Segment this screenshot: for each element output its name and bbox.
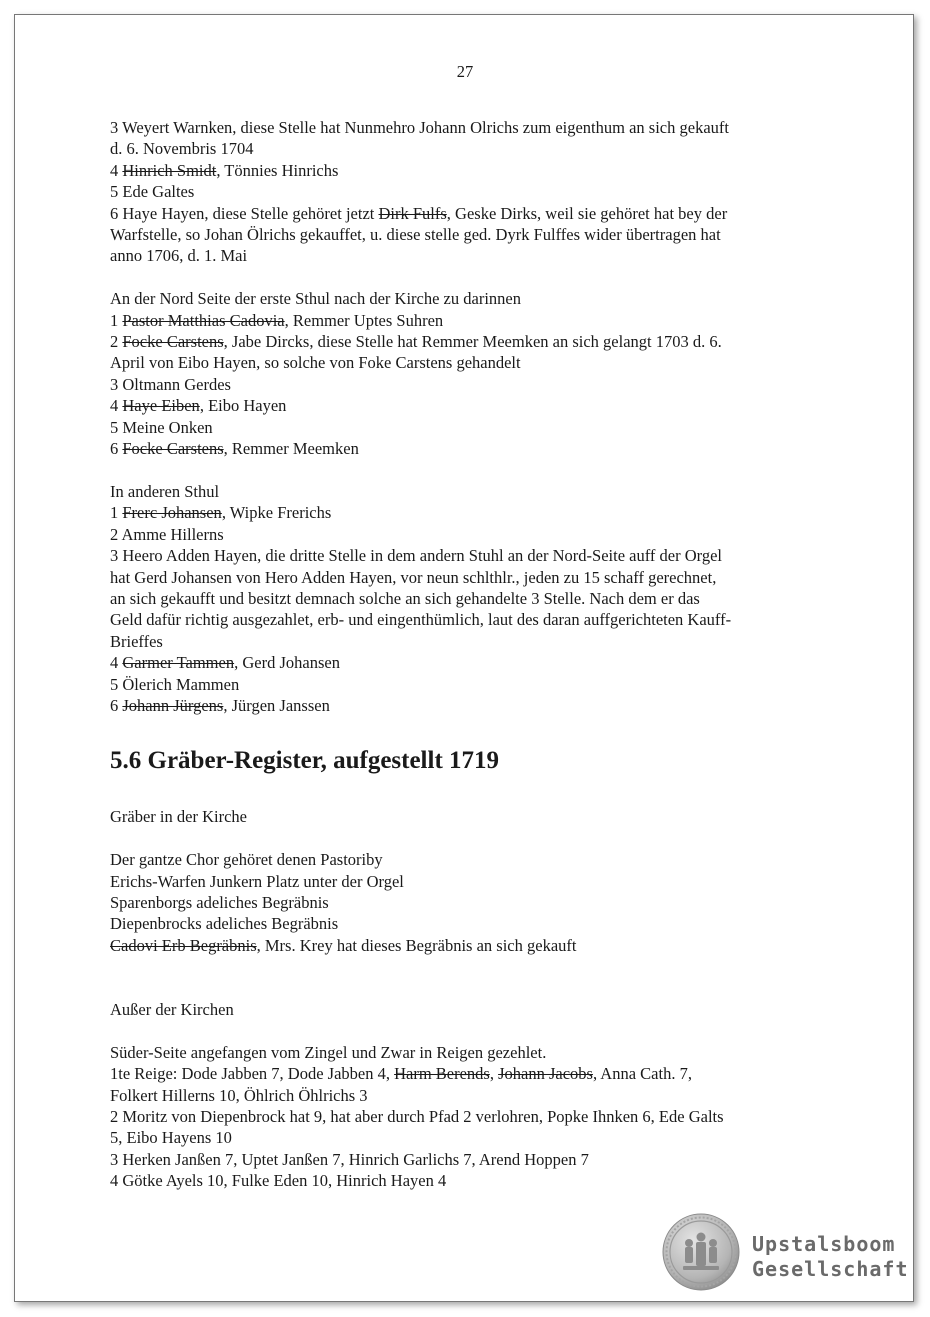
struck-name: Focke Carstens	[122, 439, 224, 459]
text-line	[110, 913, 816, 934]
text-span: 3 Heero Adden Hayen, die dritte Stelle in dem andern Stuhl an der Nord-Seite auff der Orgel	[110, 546, 722, 566]
pew-list-other-pew	[110, 481, 816, 716]
text-span: Brieffes	[110, 631, 163, 651]
text-line	[110, 1149, 816, 1170]
struck-name: Dirk Fulfs	[378, 203, 447, 223]
struck-name: Focke Carstens	[122, 332, 224, 352]
struck-name: Frerc Johansen	[122, 503, 222, 523]
text-span: 4 Götke Ayels 10, Fulke Eden 10, Hinrich Hayen 4	[110, 1171, 447, 1191]
logo-line-2: Gesellschaft	[752, 1257, 909, 1281]
text-span: Sparenborgs adeliches Begräbnis	[110, 892, 329, 912]
text-span: , Wipke Frerichs	[221, 503, 332, 523]
struck-name: Harm Berends	[394, 1064, 490, 1084]
struck-name: Cadovi Erb Begräbnis	[110, 935, 257, 955]
text-line	[110, 352, 816, 373]
text-line	[110, 181, 816, 202]
text-span: , Anna Cath. 7,	[592, 1064, 692, 1084]
text-span: Gräber in der Kirche	[110, 807, 247, 827]
text-span: In anderen Sthul	[110, 481, 220, 501]
struck-name: Garmer Tammen	[122, 653, 235, 673]
text-span: 3 Oltmann Gerdes	[110, 374, 231, 394]
struck-name: Hinrich Smidt	[122, 160, 217, 180]
text-line	[110, 652, 816, 673]
text-line	[110, 203, 816, 224]
text-line	[110, 481, 816, 502]
text-span: Diepenbrocks adeliches Begräbnis	[110, 914, 339, 934]
logo-line-1: Upstalsboom	[752, 1232, 896, 1256]
text-line	[110, 245, 816, 266]
text-span: 4	[110, 160, 123, 180]
struck-name: Johann Jürgens	[122, 695, 224, 715]
text-span: Erichs-Warfen Junkern Platz unter der Orgel	[110, 871, 404, 891]
pew-list-north-side	[110, 288, 816, 459]
text-line	[110, 310, 816, 331]
text-line	[110, 1127, 816, 1148]
text-line	[110, 438, 816, 459]
text-line	[110, 1170, 816, 1191]
text-span: 5 Meine Onken	[110, 417, 213, 437]
text-line	[110, 117, 816, 138]
text-span: , Remmer Meemken	[223, 439, 359, 459]
text-line	[110, 588, 816, 609]
text-line	[110, 892, 816, 913]
text-span: 4	[110, 653, 123, 673]
text-line	[110, 395, 816, 416]
upstalsboom-seal-logo	[662, 1213, 740, 1291]
text-span: April von Eibo Hayen, so solche von Foke Carstens gehandelt	[110, 353, 521, 373]
text-span: 6	[110, 439, 123, 459]
upstalsboom-logo-text	[752, 1232, 909, 1282]
text-line	[110, 806, 816, 827]
text-line	[110, 331, 816, 352]
text-span: Süder-Seite angefangen vom Zingel und Zwar in Reigen gezehlet.	[110, 1042, 547, 1062]
text-line	[110, 1063, 816, 1084]
text-span: , Geske Dirks, weil sie gehöret hat bey der	[446, 203, 728, 223]
text-line	[110, 374, 816, 395]
text-span: ,	[489, 1064, 499, 1084]
text-span: , Jabe Dircks, diese Stelle hat Remmer Meemken an sich gelangt 1703 d. 6.	[223, 332, 722, 352]
text-line	[110, 935, 816, 956]
text-span: , Gerd Johansen	[234, 653, 340, 673]
text-span: 1te Reige: Dode Jabben 7, Dode Jabben 4,	[110, 1064, 395, 1084]
text-span: Warfstelle, so Johan Ölrichs gekauffet, u. diese stelle ged. Dyrk Fulffes wider übertragen hat	[110, 225, 721, 245]
text-line	[110, 502, 816, 523]
text-line	[110, 138, 816, 159]
text-span: 6	[110, 695, 123, 715]
text-span: 1	[110, 310, 123, 330]
text-span: 5 Ölerich Mammen	[110, 674, 240, 694]
text-span: 1	[110, 503, 123, 523]
text-span: 6 Haye Hayen, diese Stelle gehöret jetzt	[110, 203, 379, 223]
text-span: Folkert Hillerns 10, Öhlrich Öhlrichs 3	[110, 1085, 368, 1105]
text-line	[110, 288, 816, 309]
text-line	[110, 849, 816, 870]
graves-inside-church-heading	[110, 806, 816, 827]
text-line	[110, 695, 816, 716]
text-line	[110, 609, 816, 630]
text-span: 2	[110, 332, 123, 352]
text-span: an sich gekaufft und besitzt demnach solche an sich gehandelte 3 Stelle. Nach dem er das	[110, 588, 700, 608]
text-span: 5 Ede Galtes	[110, 182, 195, 202]
page-number: 27	[456, 62, 474, 81]
text-span: d. 6. Novembris 1704	[110, 139, 254, 159]
text-line	[110, 674, 816, 695]
text-span: 5, Eibo Hayens 10	[110, 1128, 232, 1148]
text-span: Geld dafür richtig ausgezahlet, erb- und eingenthümlich, laut des daran auffgerichteten Kauff-	[110, 610, 732, 630]
text-line	[110, 224, 816, 245]
text-line	[110, 417, 816, 438]
text-line	[110, 871, 816, 892]
struck-name: Johann Jacobs	[498, 1064, 593, 1084]
text-line	[110, 524, 816, 545]
graves-outside-church-heading	[110, 999, 816, 1020]
text-line	[110, 631, 816, 652]
text-span: An der Nord Seite der erste Sthul nach der Kirche zu darinnen	[110, 289, 521, 309]
text-line	[110, 1106, 816, 1127]
section-heading: 5.6 Gräber-Register, aufgestellt 1719	[110, 747, 500, 775]
text-span: 3 Herken Janßen 7, Uptet Janßen 7, Hinrich Garlichs 7, Arend Hoppen 7	[110, 1149, 589, 1169]
text-span: , Eibo Hayen	[199, 396, 287, 416]
text-line	[110, 567, 816, 588]
document-body	[110, 117, 816, 1192]
text-span: Der gantze Chor gehöret denen Pastoriby	[110, 850, 383, 870]
text-span: , Jürgen Janssen	[223, 695, 330, 715]
text-span: , Tönnies Hinrichs	[216, 160, 339, 180]
text-line	[110, 999, 816, 1020]
text-span: Außer der Kirchen	[110, 999, 234, 1019]
struck-name: Haye Eiben	[122, 396, 200, 416]
text-span: 2 Amme Hillerns	[110, 524, 224, 544]
text-span: , Remmer Uptes Suhren	[284, 310, 444, 330]
graves-inside-church-list	[110, 849, 816, 956]
text-span: , Mrs. Krey hat dieses Begräbnis an sich gekauft	[256, 935, 577, 955]
graves-outside-church-list	[110, 1042, 816, 1192]
text-line	[110, 1042, 816, 1063]
text-span: 3 Weyert Warnken, diese Stelle hat Nunmehro Johann Olrichs zum eigenthum an sich gekauft	[110, 118, 729, 137]
text-span: hat Gerd Johansen von Hero Adden Hayen, vor neun schlthlr., jeden zu 15 schaff gerechnet,	[110, 567, 717, 587]
text-line	[110, 545, 816, 566]
struck-name: Pastor Matthias Cadovia	[122, 310, 285, 330]
pew-list-first-section	[110, 117, 816, 267]
text-line	[110, 1085, 816, 1106]
text-line	[110, 160, 816, 181]
text-span: anno 1706, d. 1. Mai	[110, 246, 248, 266]
text-span: 2 Moritz von Diepenbrock hat 9, hat aber durch Pfad 2 verlohren, Popke Ihnken 6, Ede Galts	[110, 1106, 724, 1126]
text-span: 4	[110, 396, 123, 416]
